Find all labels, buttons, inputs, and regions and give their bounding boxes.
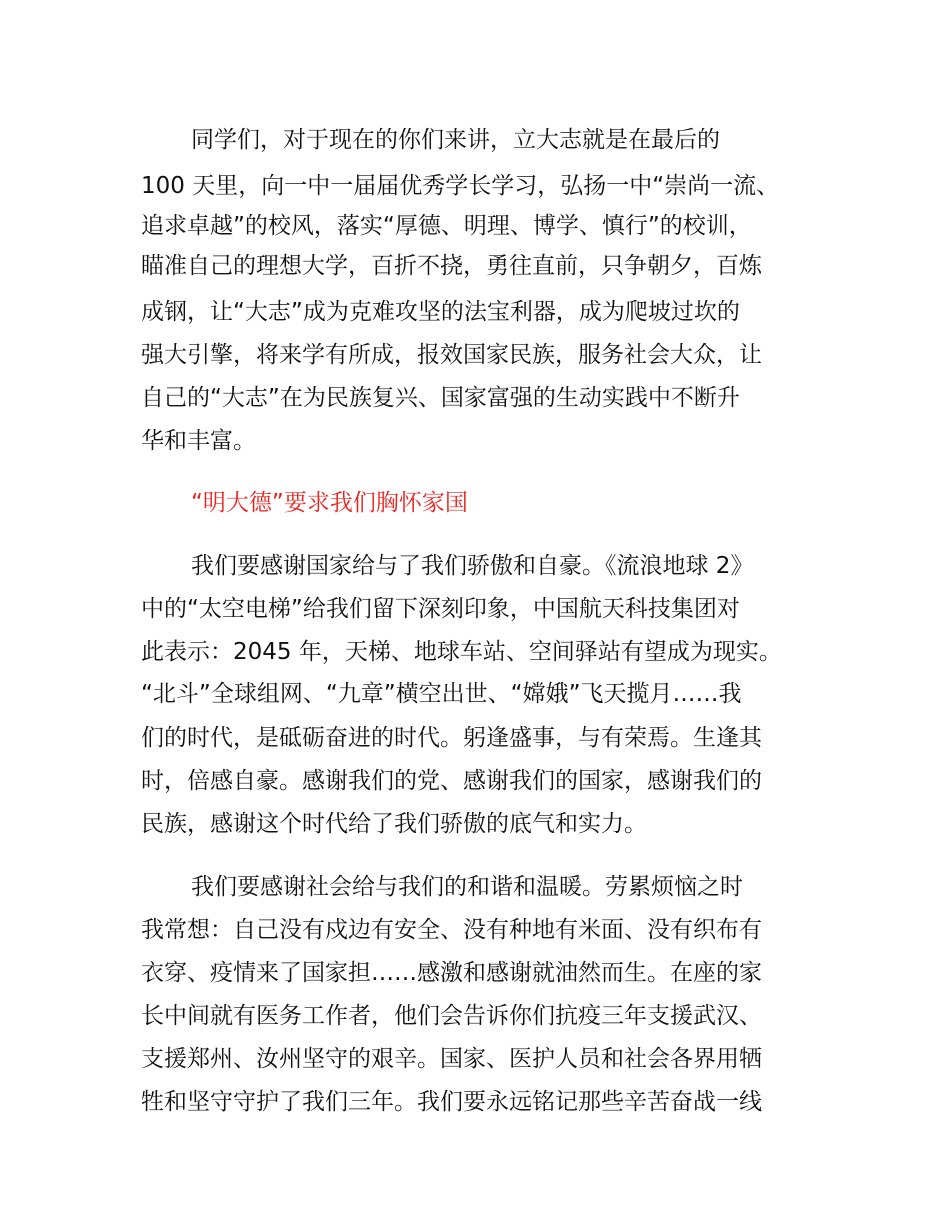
paragraph-2-line-3: 此表示：2045 年，天梯、地球车站、空间驿站有望成为现实。	[141, 639, 782, 665]
paragraph-1-line-8: 华和丰富。	[141, 428, 256, 454]
paragraph-3-line-6: 牲和坚守守护了我们三年。我们要永远铭记那些辛苦奋战一线	[141, 1089, 762, 1115]
paragraph-3-line-1: 我们要感谢社会给与我们的和谐和温暖。劳累烦恼之时	[191, 874, 743, 900]
paragraph-1-line-2: 100 天里，向一中一届届优秀学长学习，弘扬一中“崇尚一流、	[141, 173, 780, 199]
section-heading: “明大德”要求我们胸怀家国	[191, 490, 468, 516]
paragraph-1-line-7: 自己的“大志”在为民族复兴、国家富强的生动实践中不断升	[141, 385, 740, 411]
paragraph-3-line-2: 我常想：自己没有戍边有安全、没有种地有米面、没有织布有	[141, 917, 762, 943]
paragraph-3-line-3: 衣穿、疫情来了国家担……感激和感谢就油然而生。在座的家	[141, 960, 762, 986]
paragraph-1-line-5: 成钢，让“大志”成为克难攻坚的法宝利器，成为爬坡过坎的	[141, 299, 740, 325]
paragraph-2-line-6: 时，倍感自豪。感谢我们的党、感谢我们的国家，感谢我们的	[141, 768, 762, 794]
paragraph-1-line-4: 瞄准自己的理想大学，百折不挠，勇往直前，只争朝夕，百炼	[141, 253, 762, 279]
paragraph-2-line-5: 们的时代，是砥砺奋进的时代。躬逢盛事，与有荣焉。生逢其	[141, 725, 762, 751]
paragraph-3-line-5: 支援郑州、汝州坚守的艰辛。国家、医护人员和社会各界用牺	[141, 1046, 762, 1072]
paragraph-3-line-4: 长中间就有医务工作者，他们会告诉你们抗疫三年支援武汉、	[141, 1003, 762, 1029]
paragraph-1-line-6: 强大引擎，将来学有所成，报效国家民族，服务社会大众，让	[141, 342, 762, 368]
paragraph-1-line-3: 追求卓越”的校风，落实“厚德、明理、博学、慎行”的校训，	[141, 213, 752, 239]
paragraph-2-line-2: 中的“太空电梯”给我们留下深刻印象，中国航天科技集团对	[141, 596, 740, 622]
paragraph-1-line-1: 同学们，对于现在的你们来讲，立大志就是在最后的	[191, 127, 720, 153]
paragraph-2-line-7: 民族，感谢这个时代给了我们骄傲的底气和实力。	[141, 811, 647, 837]
paragraph-2-line-1: 我们要感谢国家给与了我们骄傲和自豪。《流浪地球 2》	[191, 553, 754, 579]
paragraph-2-line-4: “北斗”全球组网、“九章”横空出世、“嫦娥”飞天揽月……我	[141, 681, 742, 707]
